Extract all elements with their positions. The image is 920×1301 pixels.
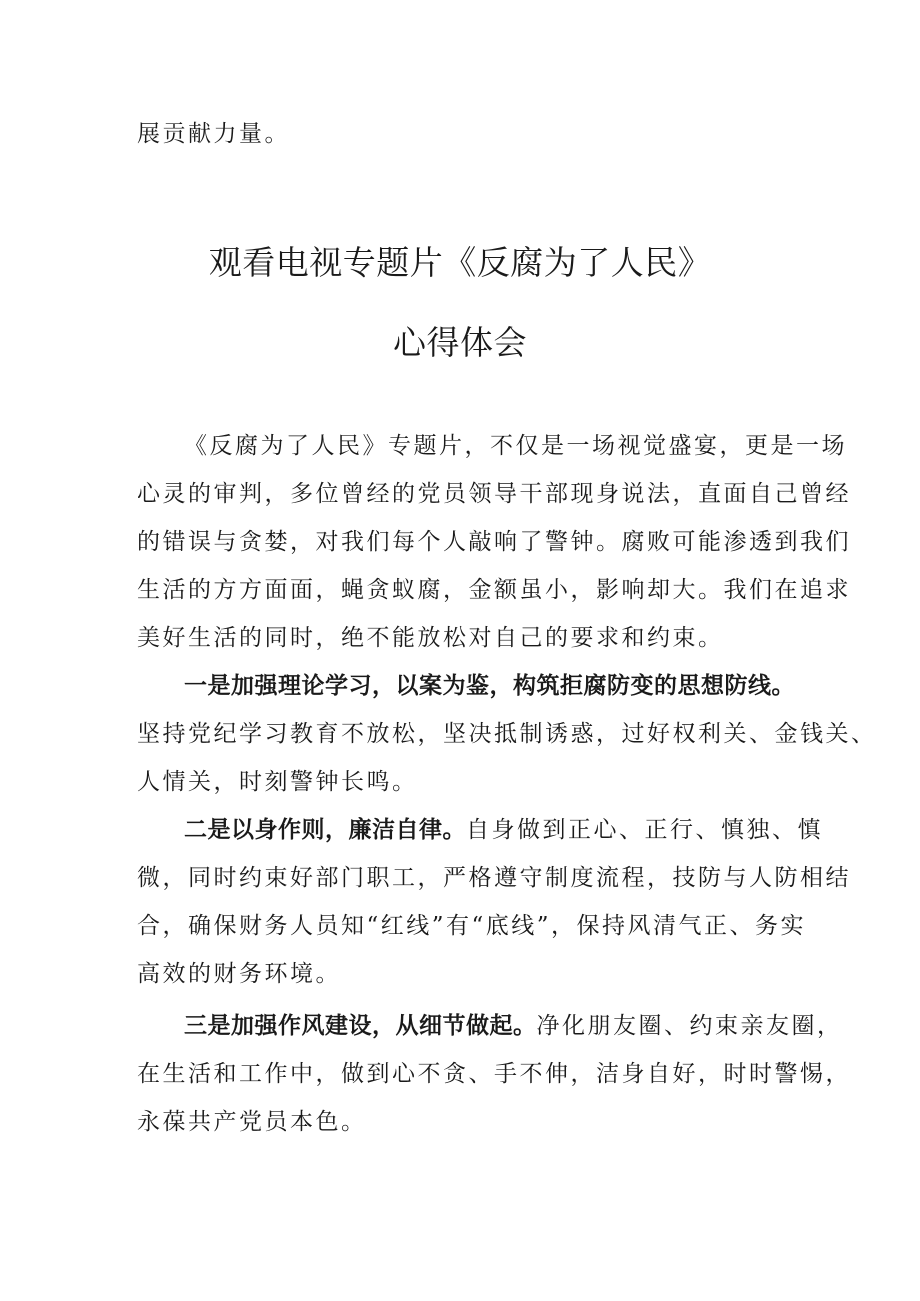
title-line-1: 观看电视专题片《反腐为了人民》 <box>208 243 712 282</box>
point3-line-3: 永葆共产党员本色。 <box>137 1109 367 1135</box>
intro-line-5: 美好生活的同时，绝不能放松对自己的要求和约束。 <box>137 625 724 651</box>
point2-line-3: 合，确保财务人员知“红线”有“底线”，保持风清气正、务实 <box>137 913 807 939</box>
point3-line-2: 在生活和工作中，做到心不贪、手不伸，洁身自好，时时警惕， <box>137 1061 851 1087</box>
point1-heading: 一是加强理论学习，以案为鉴，构筑拒腐防变的思想防线。 <box>184 673 795 699</box>
intro-line-1: 《反腐为了人民》专题片，不仅是一场视觉盛宴，更是一场 <box>184 433 847 459</box>
intro-line-3: 的错误与贪婪，对我们每个人敲响了警钟。腐败可能渗透到我们 <box>137 529 851 555</box>
point2-line-4: 高效的财务环境。 <box>137 961 341 987</box>
point2-first-line-rest: 自身做到正心、正行、慎独、慎 <box>466 817 823 843</box>
point2-line-2: 微，同时约束好部门职工，严格遵守制度流程，技防与人防相结 <box>137 865 851 891</box>
point1-line-1: 坚持党纪学习教育不放松，坚决抵制诱惑，过好权利关、金钱关、 <box>137 721 877 747</box>
continuation-line: 展贡献力量。 <box>137 121 290 147</box>
point3-first-line <box>184 1011 843 1041</box>
title-line-2: 心得体会 <box>393 323 527 362</box>
point3-heading: 三是加强作风建设，从细节做起。 <box>184 1013 537 1039</box>
point2-heading: 二是以身作则，廉洁自律。 <box>184 817 466 843</box>
intro-line-2: 心灵的审判，多位曾经的党员领导干部现身说法，直面自己曾经 <box>137 481 851 507</box>
point2-first-line <box>184 815 823 845</box>
point1-line-2: 人情关，时刻警钟长鸣。 <box>137 769 418 795</box>
point3-first-line-rest: 净化朋友圈、约束亲友圈， <box>536 1013 843 1039</box>
intro-line-4: 生活的方方面面，蝇贪蚁腐，金额虽小，影响却大。我们在追求 <box>137 577 851 603</box>
